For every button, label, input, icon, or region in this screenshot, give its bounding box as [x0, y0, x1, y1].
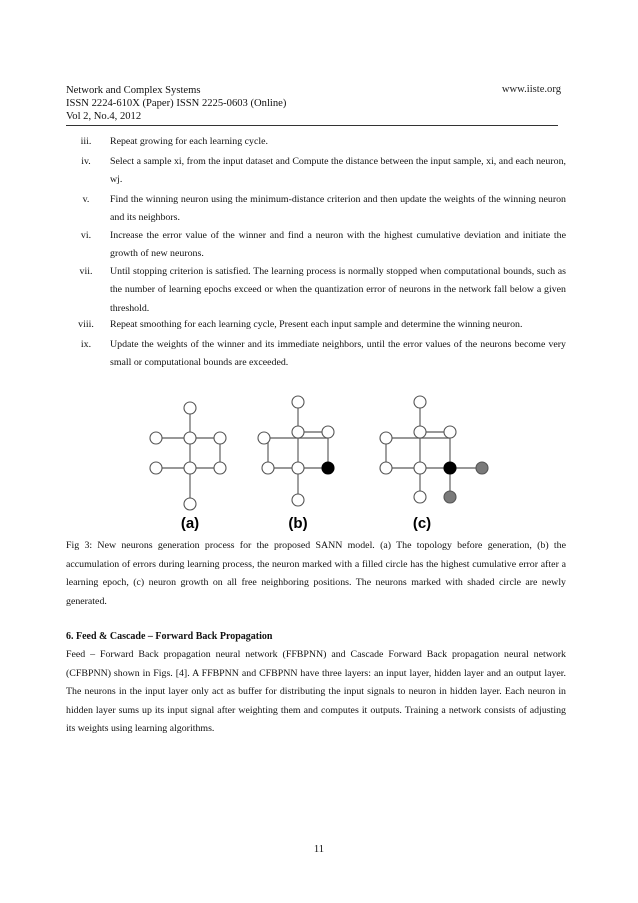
neuron-node — [414, 426, 426, 438]
list-text: Increase the error value of the winner and find a neuron with the highest cumulative deviation and initiate the growth of new neurons. — [110, 230, 566, 260]
issn-line: ISSN 2224-610X (Paper) ISSN 2225-0603 (Online) — [66, 98, 287, 109]
volume-line: Vol 2, No.4, 2012 — [66, 111, 142, 122]
neuron-node — [414, 396, 426, 408]
neuron-node — [380, 462, 392, 474]
neuron-node — [380, 432, 392, 444]
winner-neuron-filled — [444, 462, 456, 474]
list-number: v. — [82, 194, 90, 205]
list-text: Update the weights of the winner and its immediate neighbors, until the error values of the neurons become very small or computational bounds are exceeded. — [110, 339, 566, 369]
list-number: iii. — [80, 136, 92, 147]
neuron-node — [150, 462, 162, 474]
neuron-node — [262, 462, 274, 474]
list-text: Select a sample xi, from the input dataset and Compute the distance between the input sample, xi, and each neuron, wj. — [110, 156, 566, 186]
neuron-node — [184, 498, 196, 510]
neuron-node — [214, 432, 226, 444]
list-number: viii. — [78, 319, 94, 330]
section-heading: 6. Feed & Cascade – Forward Back Propagation — [66, 631, 273, 642]
neuron-node — [292, 426, 304, 438]
header-rule — [66, 125, 558, 126]
neuron-node — [258, 432, 270, 444]
neuron-node — [184, 432, 196, 444]
winner-neuron-filled — [322, 462, 334, 474]
neuron-node — [292, 494, 304, 506]
neuron-node — [414, 491, 426, 503]
neuron-node — [292, 396, 304, 408]
figure-label-c: (c) — [412, 515, 432, 532]
list-text: Until stopping criterion is satisfied. The learning process is normally stopped when computational bounds, such as the number of learning epochs exceed or when the quantization error of neurons in the network fall below a given threshold. — [110, 266, 566, 314]
neuron-node — [184, 462, 196, 474]
list-number: ix. — [80, 339, 92, 350]
journal-url[interactable]: www.iiste.org — [501, 84, 561, 95]
list-number: iv. — [81, 156, 91, 167]
sann-growth-figure — [140, 390, 500, 538]
list-text: Repeat growing for each learning cycle. — [110, 136, 268, 147]
page-number: 11 — [313, 844, 325, 855]
list-number: vi. — [80, 230, 92, 241]
figure-label-a: (a) — [180, 515, 200, 532]
neuron-node — [444, 426, 456, 438]
neuron-node — [184, 402, 196, 414]
figure-nodes — [150, 396, 488, 510]
list-text: Find the winning neuron using the minimum-distance criterion and then update the weights of the winning neuron and its neighbors. — [110, 194, 566, 224]
new-neuron-shaded — [476, 462, 488, 474]
neuron-node — [322, 426, 334, 438]
new-neuron-shaded — [444, 491, 456, 503]
figure-caption: Fig 3: New neurons generation process for the proposed SANN model. (a) The topology before generation, (b) the accumulation of errors during learning process, the neuron marked with a filled circle has the highest cumulative error after a learning epoch, (c) neuron growth on all free neighboring positions. The neurons marked with shaded circle are newly generated. — [66, 540, 566, 607]
journal-name: Network and Complex Systems — [66, 85, 201, 96]
neuron-node — [292, 462, 304, 474]
neuron-node — [214, 462, 226, 474]
list-number: vii. — [79, 266, 93, 277]
neuron-node — [414, 462, 426, 474]
figure-label-b: (b) — [288, 515, 308, 532]
neuron-node — [150, 432, 162, 444]
section-body: Feed – Forward Back propagation neural network (FFBPNN) and Cascade Forward Back propagation neural network (CFBPNN) shown in Figs. [4]. A FFBPNN and CFBPNN have three layers: an input layer, hidden layer and an output layer. The neurons in the input layer only act as buffer for distributing the input signals to neuron in hidden layer. Each neuron in hidden layer sums up its input signal after weighting them and computes it outputs. Training a network consists of adjusting its weights using learning algorithms. — [66, 649, 566, 735]
figure-edges — [156, 402, 482, 504]
list-text: Repeat smoothing for each learning cycle, Present each input sample and determine the winning neuron. — [110, 319, 523, 330]
